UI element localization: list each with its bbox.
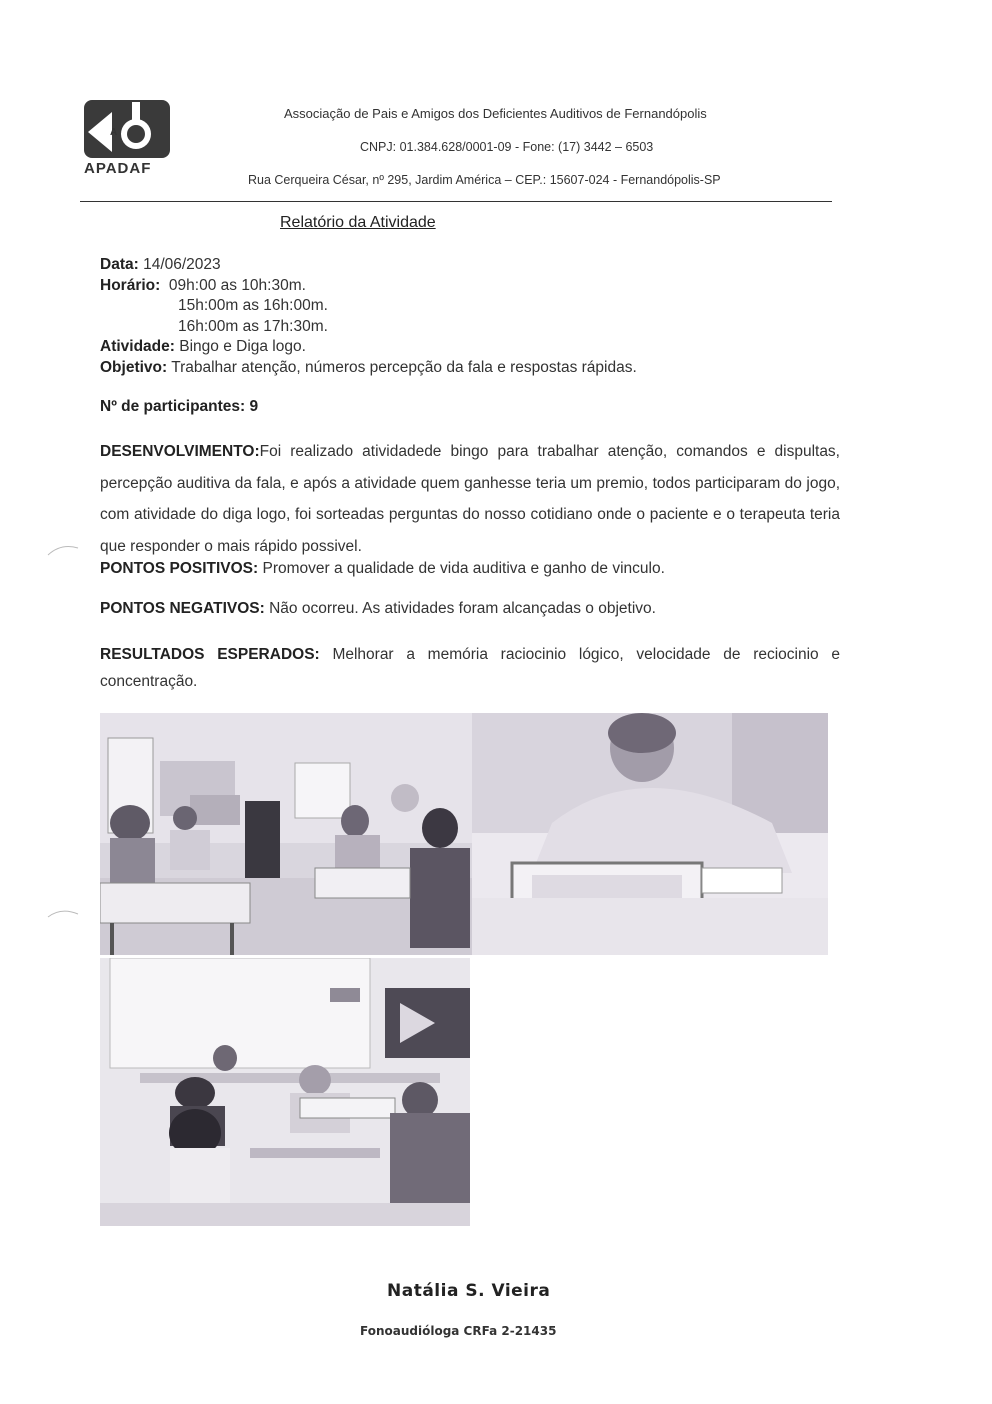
- objective-row: [100, 358, 637, 379]
- margin-fold-mark-2: [46, 905, 80, 925]
- time-value-3: 16h:00m as 17h:30m.: [178, 317, 328, 335]
- objective-label: Objetivo:: [100, 358, 168, 376]
- date-value: 14/06/2023: [143, 256, 221, 273]
- expected-results-section: [100, 641, 840, 695]
- activity-label: Atividade:: [100, 338, 175, 355]
- time-value-1: 09h:00 as 10h:30m.: [168, 276, 306, 294]
- activity-photo-classroom-bingo: [100, 713, 472, 955]
- time-label: Horário:: [100, 276, 161, 294]
- development-text: Foi realizado atividadede bingo para trabalhar atenção, comandos e dispultas, percepção auditiva da fala, e após a atividade quem ganhesse teria um premio, todos participaram do jogo, com atividade do diga logo, foi sorteadas perguntas do nosso cotidiano onde o paciente e o terapeuta teria que responder o mais rápido possivel.: [100, 443, 840, 555]
- negative-points-text: Não ocorreu. As atividades foram alcançadas o objetivo.: [269, 600, 656, 617]
- activity-photo-participant-playing: [472, 713, 828, 955]
- activity-value: Bingo e Diga logo.: [179, 338, 306, 355]
- positive-points-label: PONTOS POSITIVOS:: [100, 560, 259, 577]
- negative-points-label: PONTOS NEGATIVOS:: [100, 600, 265, 617]
- report-fields: [100, 255, 637, 378]
- time-row: [100, 276, 637, 297]
- report-title: Relatório da Atividade: [280, 214, 436, 231]
- margin-fold-mark-1: [46, 540, 80, 560]
- header-divider: [80, 201, 832, 202]
- activity-photo-group-session: [100, 958, 470, 1226]
- svg-text:A: A: [110, 127, 118, 138]
- organization-cnpj-phone: CNPJ: 01.384.628/0001-09 - Fone: (17) 3442 – 6503: [360, 140, 654, 154]
- development-section: [100, 436, 840, 562]
- negative-points-section: [100, 600, 840, 618]
- date-row: [100, 255, 637, 276]
- expected-results-label: RESULTADOS ESPERADOS:: [100, 646, 320, 663]
- signature-name: Natália S. Vieira: [387, 1281, 551, 1301]
- expected-results-text: Melhorar a memória raciocinio lógico, velocidade de reciocinio e concentração.: [100, 646, 841, 690]
- activity-row: [100, 337, 637, 358]
- development-label: DESENVOLVIMENTO:: [100, 443, 260, 460]
- participants-count: Nº de participantes: 9: [100, 398, 259, 415]
- organization-name: Associação de Pais e Amigos dos Deficientes Auditivos de Fernandópolis: [284, 106, 707, 121]
- organization-address: Rua Cerqueira César, nº 295, Jardim América – CEP.: 15607-024 - Fernandópolis-SP: [248, 173, 721, 187]
- date-label: Data:: [100, 256, 139, 273]
- positive-points-text: Promover a qualidade de vida auditiva e ganho de vinculo.: [262, 560, 665, 577]
- signature-role: Fonoaudióloga CRFa 2-21435: [360, 1324, 557, 1338]
- time-value-2: 15h:00m as 16h:00m.: [178, 297, 328, 314]
- logo-wordmark: APADAF: [84, 160, 152, 177]
- positive-points-section: [100, 560, 840, 578]
- objective-value: Trabalhar atenção, números percepção da fala e respostas rápidas.: [171, 358, 637, 376]
